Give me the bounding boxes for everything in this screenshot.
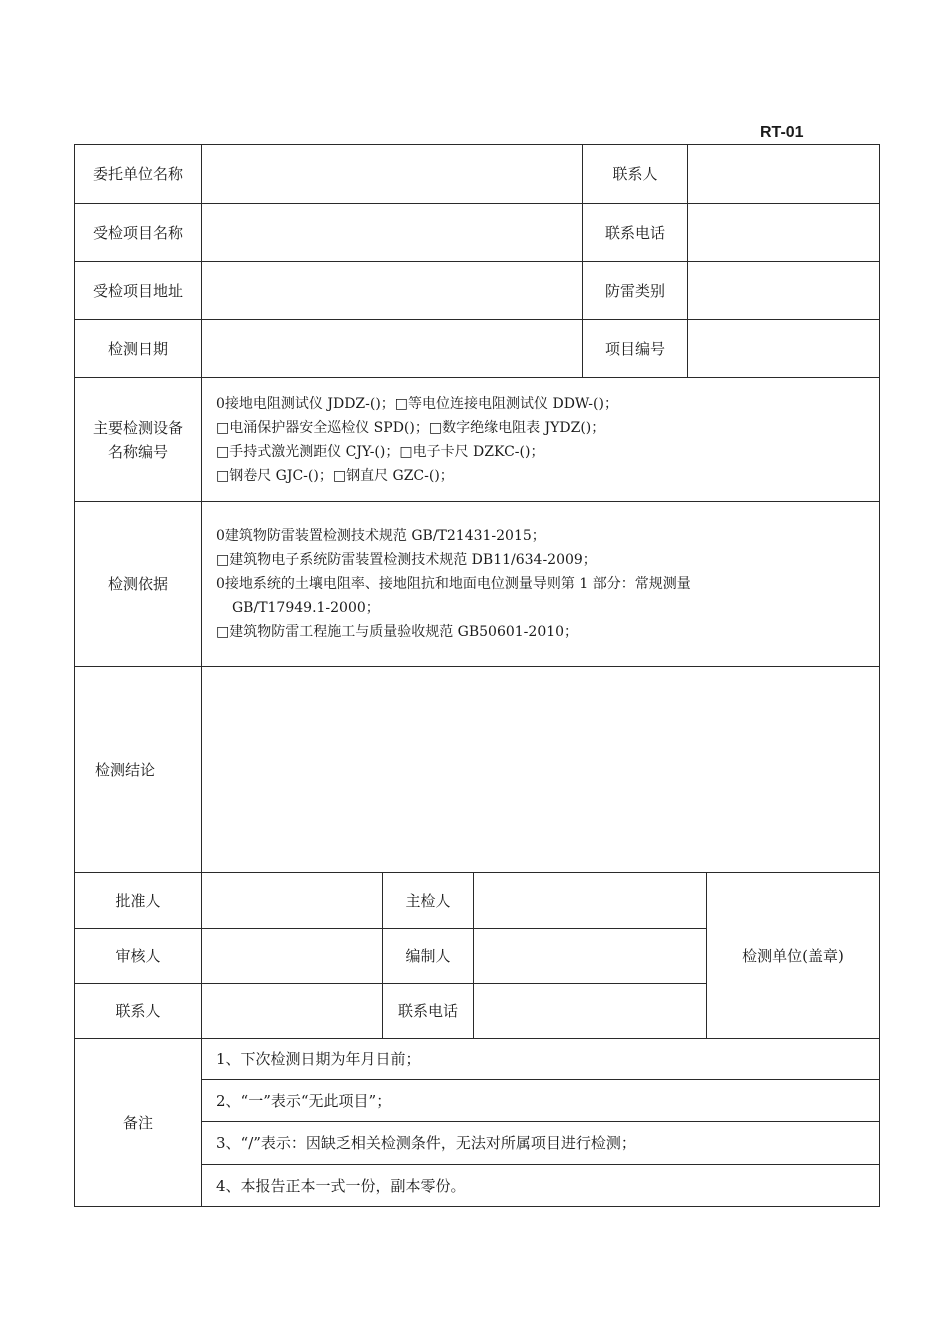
basis-line: □建筑物防雷工程施工与质量验收规范 GB50601-2010； — [216, 624, 579, 640]
field-main-inspector[interactable] — [473, 872, 707, 929]
field-contact-phone[interactable] — [687, 203, 880, 262]
label-client-name: 委托单位名称 — [74, 144, 202, 204]
field-contact-person-2[interactable] — [201, 983, 383, 1039]
equipment-line: □手持式激光测距仪 CJY-()；□电子卡尺 DZKC-()； — [216, 443, 545, 460]
equipment-line: 0接地电阻测试仪 JDDZ-()；□等电位连接电阻测试仪 DDW-()； — [216, 395, 618, 412]
basis-line: GB/T17949.1-2000； — [232, 600, 380, 616]
seal-cell: 检测单位(盖章) — [706, 872, 880, 1039]
field-test-date[interactable] — [201, 319, 583, 378]
equipment-line: □电涌保护器安全巡检仪 SPD()；□数字绝缘电阻表 JYDZ()； — [216, 419, 606, 436]
remark-item: 2、“一”表示“无此项目”； — [201, 1079, 880, 1122]
form-code: RT-01 — [760, 124, 804, 141]
label-approver: 批准人 — [74, 872, 202, 929]
inspection-report-table — [74, 144, 880, 1207]
field-reviewer[interactable] — [201, 928, 383, 984]
field-contact-person[interactable] — [687, 144, 880, 204]
field-project-address[interactable] — [201, 261, 583, 320]
field-approver[interactable] — [201, 872, 383, 929]
label-project-name: 受检项目名称 — [74, 203, 202, 262]
field-client-name[interactable] — [201, 144, 583, 204]
label-contact-person-2: 联系人 — [74, 983, 202, 1039]
field-protection-category[interactable] — [687, 261, 880, 320]
label-contact-person: 联系人 — [582, 144, 688, 204]
label-protection-category: 防雷类别 — [582, 261, 688, 320]
field-conclusion[interactable] — [201, 666, 880, 873]
field-compiler[interactable] — [473, 928, 707, 984]
equipment-list — [201, 377, 880, 502]
remark-item: 4、本报告正本一式一份，副本零份。 — [201, 1164, 880, 1207]
basis-list — [201, 501, 880, 667]
label-contact-phone: 联系电话 — [582, 203, 688, 262]
label-project-number: 项目编号 — [582, 319, 688, 378]
label-remarks: 备注 — [74, 1038, 202, 1207]
basis-line: □建筑物电子系统防雷装置检测技术规范 DB11/634-2009； — [216, 552, 597, 568]
label-basis: 检测依据 — [74, 501, 202, 667]
label-test-date: 检测日期 — [74, 319, 202, 378]
label-compiler: 编制人 — [382, 928, 474, 984]
basis-line: 0建筑物防雷装置检测技术规范 GB/T21431-2015； — [216, 528, 546, 544]
label-contact-phone-2: 联系电话 — [382, 983, 474, 1039]
remark-item: 3、“/”表示：因缺乏相关检测条件，无法对所属项目进行检测； — [201, 1121, 880, 1165]
label-reviewer: 审核人 — [74, 928, 202, 984]
label-main-inspector: 主检人 — [382, 872, 474, 929]
field-project-number[interactable] — [687, 319, 880, 378]
field-contact-phone-2[interactable] — [473, 983, 707, 1039]
equipment-line: □钢卷尺 GJC-()；□钢直尺 GZC-()； — [216, 467, 454, 484]
remark-item: 1、下次检测日期为年月日前； — [201, 1038, 880, 1080]
label-equipment: 主要检测设备名称编号 — [74, 377, 202, 502]
field-project-name[interactable] — [201, 203, 583, 262]
label-project-address: 受检项目地址 — [74, 261, 202, 320]
basis-line: 0接地系统的土壤电阻率、接地阻抗和地面电位测量导则第 1 部分：常规测量 — [216, 576, 691, 592]
label-conclusion: 检测结论 — [74, 666, 202, 873]
